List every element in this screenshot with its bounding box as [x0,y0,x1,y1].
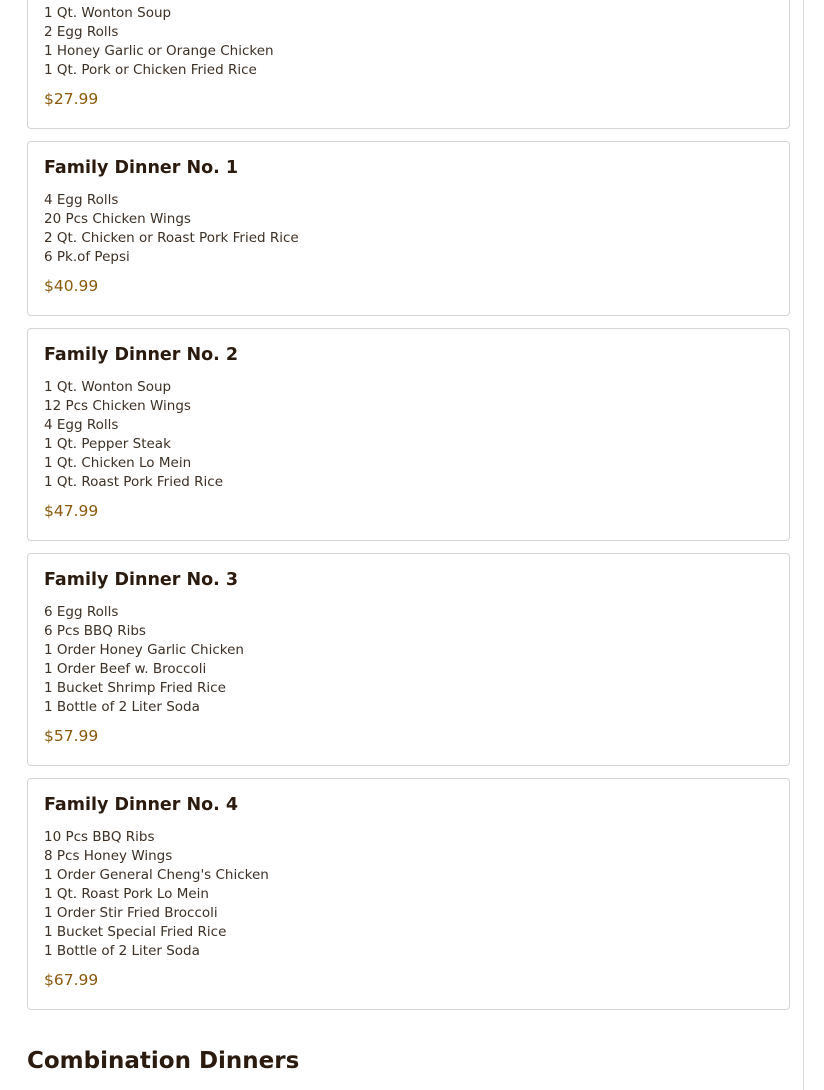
list-item: 6 Pcs BBQ Ribs [44,623,146,639]
list-item: 4 Egg Rolls [44,417,119,433]
menu-item-card[interactable] [27,553,790,766]
list-item: 1 Qt. Wonton Soup [44,5,172,21]
item-title: Family Dinner No. 1 [44,158,239,178]
item-price: $27.99 [44,90,99,108]
menu-item-card[interactable] [27,0,790,129]
section-heading: Combination Dinners [27,1048,300,1074]
list-item: 1 Order Beef w. Broccoli [44,661,207,677]
list-item: 4 Egg Rolls [44,192,119,208]
list-item: 1 Bottle of 2 Liter Soda [44,699,200,715]
list-item: 1 Order Honey Garlic Chicken [44,642,244,658]
item-title: Family Dinner No. 3 [44,570,239,590]
item-contents-list [44,603,244,717]
list-item: 1 Qt. Pepper Steak [44,436,171,452]
list-item: 10 Pcs BBQ Ribs [44,829,155,845]
item-contents-list [44,191,299,267]
item-title: Family Dinner No. 4 [44,795,239,815]
list-item: 12 Pcs Chicken Wings [44,398,191,414]
item-price: $67.99 [44,971,99,989]
list-item: 2 Egg Rolls [44,24,119,40]
item-price: $40.99 [44,277,99,295]
item-contents-list [44,4,274,80]
list-item: 6 Pk.of Pepsi [44,249,130,265]
list-item: 1 Bucket Special Fried Rice [44,924,227,940]
list-item: 1 Order Stir Fried Broccoli [44,905,218,921]
list-item: 2 Qt. Chicken or Roast Pork Fried Rice [44,230,299,246]
item-contents-list [44,378,223,492]
item-title: Family Dinner No. 2 [44,345,239,365]
menu-item-card[interactable] [27,141,790,316]
list-item: 1 Qt. Roast Pork Lo Mein [44,886,209,902]
menu-item-card[interactable] [27,778,790,1010]
list-item: 8 Pcs Honey Wings [44,848,173,864]
list-item: 1 Honey Garlic or Orange Chicken [44,43,274,59]
list-item: 1 Bottle of 2 Liter Soda [44,943,200,959]
item-contents-list [44,828,269,961]
list-item: 1 Order General Cheng's Chicken [44,867,269,883]
item-price: $57.99 [44,727,99,745]
list-item: 20 Pcs Chicken Wings [44,211,191,227]
list-item: 1 Bucket Shrimp Fried Rice [44,680,226,696]
item-price: $47.99 [44,502,99,520]
list-item: 1 Qt. Roast Pork Fried Rice [44,474,223,490]
menu-item-card[interactable] [27,328,790,541]
list-item: 1 Qt. Pork or Chicken Fried Rice [44,62,257,78]
list-item: 6 Egg Rolls [44,604,119,620]
list-item: 1 Qt. Chicken Lo Mein [44,455,192,471]
list-item: 1 Qt. Wonton Soup [44,379,172,395]
